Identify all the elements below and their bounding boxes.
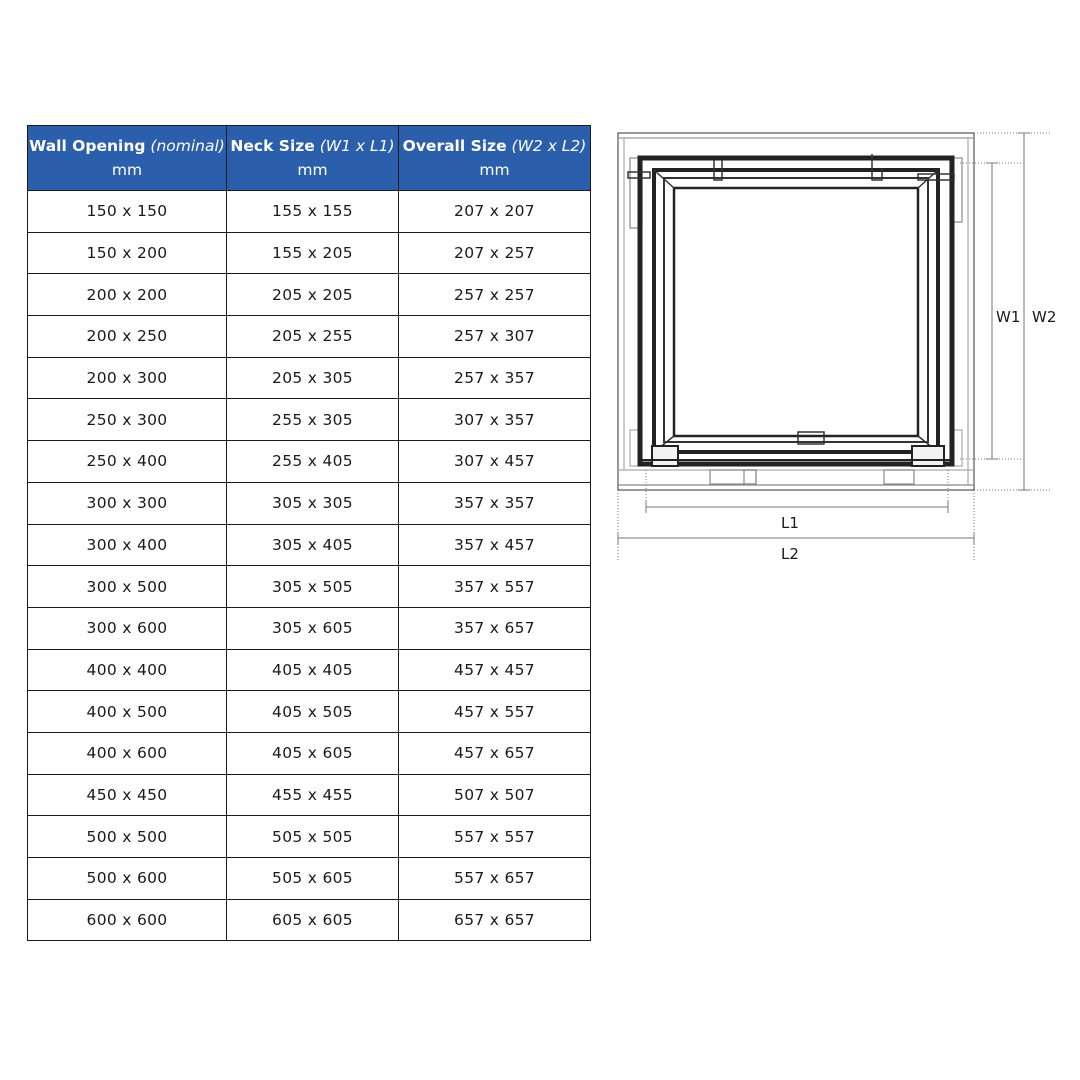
cell-neck-size: 405 x 605 xyxy=(227,732,399,774)
hinge-right xyxy=(912,446,944,466)
cell-wall-opening: 400 x 600 xyxy=(28,732,227,774)
cell-overall-size: 357 x 657 xyxy=(399,607,591,649)
cell-wall-opening: 150 x 200 xyxy=(28,232,227,274)
cell-wall-opening: 500 x 600 xyxy=(28,858,227,900)
header-sub: (W2 x L2) xyxy=(511,137,587,155)
header-main: Overall Size xyxy=(402,137,507,155)
cell-wall-opening: 200 x 300 xyxy=(28,357,227,399)
hinge-left xyxy=(652,446,678,466)
cell-wall-opening: 400 x 400 xyxy=(28,649,227,691)
table-row xyxy=(28,232,591,274)
header-main: Wall Opening xyxy=(29,137,146,155)
header-unit: mm xyxy=(297,161,328,179)
cell-overall-size: 307 x 457 xyxy=(399,441,591,483)
size-table xyxy=(27,125,591,941)
table-row xyxy=(28,858,591,900)
cell-overall-size: 257 x 357 xyxy=(399,357,591,399)
cell-overall-size: 557 x 657 xyxy=(399,858,591,900)
label-l2: L2 xyxy=(781,545,799,563)
cell-overall-size: 507 x 507 xyxy=(399,774,591,816)
table-row xyxy=(28,774,591,816)
header-sub: (nominal) xyxy=(150,137,225,155)
cell-neck-size: 255 x 305 xyxy=(227,399,399,441)
cell-overall-size: 457 x 557 xyxy=(399,691,591,733)
table-row xyxy=(28,816,591,858)
cell-wall-opening: 200 x 200 xyxy=(28,274,227,316)
header-main: Neck Size xyxy=(230,137,315,155)
cell-neck-size: 405 x 405 xyxy=(227,649,399,691)
cell-overall-size: 457 x 457 xyxy=(399,649,591,691)
cell-neck-size: 405 x 505 xyxy=(227,691,399,733)
cell-overall-size: 557 x 557 xyxy=(399,816,591,858)
header-neck-size xyxy=(227,126,399,191)
cell-wall-opening: 250 x 400 xyxy=(28,441,227,483)
cell-wall-opening: 250 x 300 xyxy=(28,399,227,441)
label-w1: W1 xyxy=(996,308,1021,326)
cell-neck-size: 305 x 505 xyxy=(227,566,399,608)
cell-neck-size: 305 x 405 xyxy=(227,524,399,566)
cell-overall-size: 307 x 357 xyxy=(399,399,591,441)
cell-overall-size: 457 x 657 xyxy=(399,732,591,774)
cell-wall-opening: 300 x 300 xyxy=(28,482,227,524)
cell-overall-size: 257 x 257 xyxy=(399,274,591,316)
header-row xyxy=(28,126,591,191)
cell-neck-size: 505 x 605 xyxy=(227,858,399,900)
header-unit: mm xyxy=(479,161,510,179)
cell-wall-opening: 450 x 450 xyxy=(28,774,227,816)
header-wall-opening xyxy=(28,126,227,191)
table-row xyxy=(28,399,591,441)
table-body xyxy=(28,191,591,941)
cell-neck-size: 205 x 255 xyxy=(227,316,399,358)
label-w2: W2 xyxy=(1032,308,1057,326)
cell-neck-size: 205 x 305 xyxy=(227,357,399,399)
table-row xyxy=(28,357,591,399)
cell-neck-size: 205 x 205 xyxy=(227,274,399,316)
cell-wall-opening: 300 x 600 xyxy=(28,607,227,649)
cell-overall-size: 357 x 557 xyxy=(399,566,591,608)
cell-neck-size: 605 x 605 xyxy=(227,899,399,941)
label-l1: L1 xyxy=(781,514,799,532)
cell-wall-opening: 600 x 600 xyxy=(28,899,227,941)
table-row xyxy=(28,191,591,233)
cell-neck-size: 305 x 605 xyxy=(227,607,399,649)
cell-neck-size: 305 x 305 xyxy=(227,482,399,524)
cell-wall-opening: 300 x 400 xyxy=(28,524,227,566)
cell-overall-size: 357 x 357 xyxy=(399,482,591,524)
cell-neck-size: 505 x 505 xyxy=(227,816,399,858)
table-row xyxy=(28,441,591,483)
cell-overall-size: 207 x 257 xyxy=(399,232,591,274)
cell-wall-opening: 200 x 250 xyxy=(28,316,227,358)
table-row xyxy=(28,274,591,316)
access-panel-diagram xyxy=(610,120,1060,570)
table-row xyxy=(28,566,591,608)
cell-neck-size: 455 x 455 xyxy=(227,774,399,816)
table-row xyxy=(28,524,591,566)
cell-wall-opening: 150 x 150 xyxy=(28,191,227,233)
table-row xyxy=(28,649,591,691)
cell-wall-opening: 400 x 500 xyxy=(28,691,227,733)
table-row xyxy=(28,607,591,649)
inner-panel xyxy=(674,188,918,436)
table-row xyxy=(28,691,591,733)
header-overall-size xyxy=(399,126,591,191)
cell-neck-size: 155 x 205 xyxy=(227,232,399,274)
header-unit: mm xyxy=(111,161,143,179)
table-row xyxy=(28,899,591,941)
header-sub: (W1 x L1) xyxy=(319,137,395,155)
cell-neck-size: 255 x 405 xyxy=(227,441,399,483)
table-row xyxy=(28,732,591,774)
cell-wall-opening: 300 x 500 xyxy=(28,566,227,608)
cell-overall-size: 207 x 207 xyxy=(399,191,591,233)
cell-overall-size: 357 x 457 xyxy=(399,524,591,566)
cell-overall-size: 657 x 657 xyxy=(399,899,591,941)
table-row xyxy=(28,316,591,358)
cell-wall-opening: 500 x 500 xyxy=(28,816,227,858)
table-row xyxy=(28,482,591,524)
cell-neck-size: 155 x 155 xyxy=(227,191,399,233)
cell-overall-size: 257 x 307 xyxy=(399,316,591,358)
